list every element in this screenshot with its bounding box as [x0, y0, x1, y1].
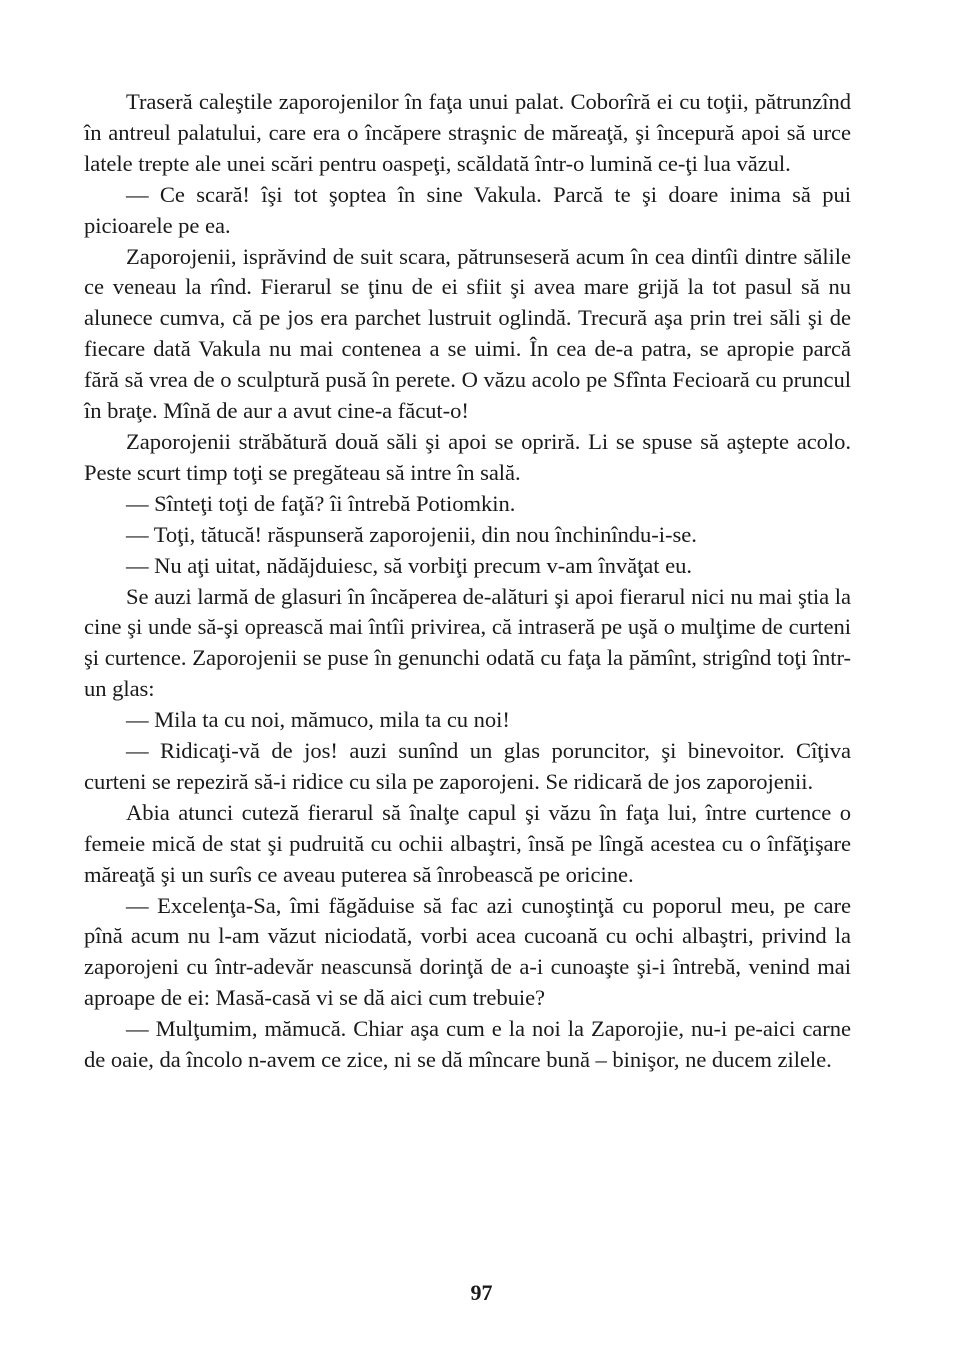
paragraph: — Nu aţi uitat, nădăjduiesc, să vorbiţi precum v-am învăţat eu. [126, 552, 692, 578]
page-number: 97 [470, 1280, 493, 1305]
paragraph: Zaporojenii străbătură două săli şi apoi se opriră. Li se spuse să aştepte acolo. Peste scurt timp toţi se pregăteau să intre în sală. [84, 428, 851, 485]
page-body [84, 87, 851, 1076]
paragraph: — Toţi, tătucă! răspunseră zaporojenii, din nou închinîndu-i-se. [126, 521, 697, 547]
paragraph: — Mulţumim, mămucă. Chiar aşa cum e la noi la Zaporojie, nu-i pe-aici carne de oaie, da încolo n-avem ce zice, ni se dă mîncare bună – binişor, ne ducem zilele. [84, 1016, 851, 1073]
paragraph: — Mila ta cu noi, mămuco, mila ta cu noi! [126, 707, 510, 733]
paragraph: — Ce scară! îşi tot şoptea în sine Vakula. Parcă te şi doare inima să pui picioarele pe ea. [84, 181, 851, 238]
paragraph: — Excelenţa-Sa, îmi făgăduise să fac azi cunoştinţă cu poporul meu, pe care pînă acum nu l-am văzut niciodată, vorbi acea cucoană cu ochi albaştri, privind la zaporojeni cu într-adevăr neascunsă dorinţă de a-i cunoaşte şi-i întrebă, venind mai aproape de ei: Masă-casă vi se dă aici cum trebuie? [84, 892, 851, 1011]
paragraph: — Ridicaţi-vă de jos! auzi sunînd un glas poruncitor, şi binevoitor. Cîţiva curteni se repeziră să-i ridice cu sila pe zaporojeni. Se ridicară de jos zaporojenii. [84, 738, 851, 794]
paragraph: Se auzi larmă de glasuri în încăperea de-alături şi apoi fierarul nici nu mai ştia la cine şi unde să-şi oprească mai întîi privirea, că intraseră pe uşă o mulţime de curteni şi curtence. Zaporojenii se puse în genunchi odată cu faţa la pămînt, strigînd toţi într-un glas: [84, 583, 851, 702]
paragraph: Traseră caleştile zaporojenilor în faţa unui palat. Coborîră ei cu toţii, pătrunzînd în antreul palatului, care era o încăpere straşnic de măreaţă, şi începură apoi să urce latele trepte ale unei scări pentru oaspeţi, scăldată într-o lumină ce-ţi lua văzul. [84, 89, 851, 176]
paragraph: — Sînteţi toţi de faţă? îi întrebă Potiomkin. [126, 490, 516, 516]
paragraph: Zaporojenii, isprăvind de suit scara, pătrunseseră acum în cea dintîi dintre sălile ce veneau la rînd. Fierarul se ţinu de ei sfiit şi avea mare grijă la tot pasul să nu alunece cumva, că pe jos era parchet lustruit oglindă. Trecură aşa prin trei săli şi de fiecare dată Vakula nu mai contenea a se uimi. În cea de-a patra, se apropie parcă fără să vrea de o sculptură pusă în perete. O văzu acolo pe Sfînta Fecioară cu pruncul în braţe. Mînă de aur a avut cine-a făcut-o! [84, 243, 851, 424]
paragraph: Abia atunci cuteză fierarul să înalţe capul şi văzu în faţa lui, între curtence o femeie mică de stat şi pudruită cu ochii albaştri, însă pe lîngă acestea cu o înfăţişare măreaţă şi un surîs ce aveau puterea să înrobească pe oricine. [84, 799, 851, 887]
